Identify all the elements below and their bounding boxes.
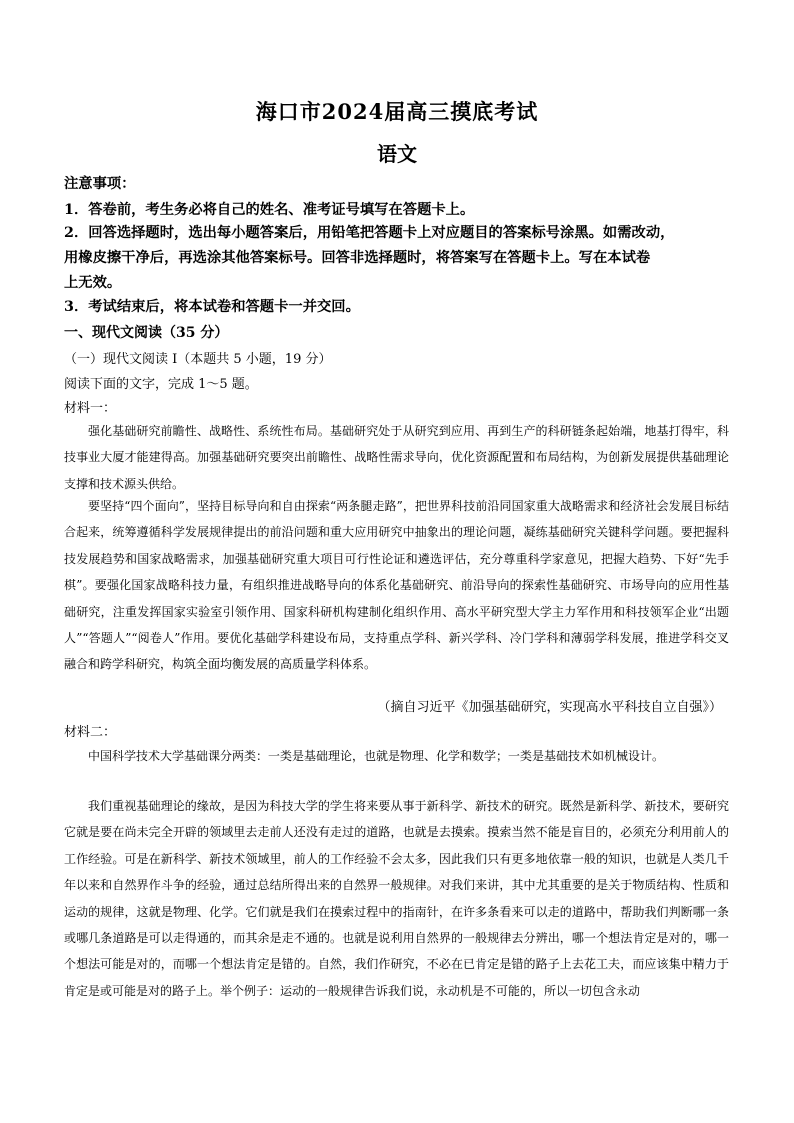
material-2-paragraph-1: 中国科学技术大学基础课分两类：一类是基础理论，也就是物理、化学和数学；一类是基础技术如机械设计。	[88, 749, 665, 763]
notice-item-2-line-3: 上无效。	[64, 275, 122, 291]
material-1-paragraph-2: 要坚持“四个面向”，坚持目标导向和自由探索“两条腿走路”，把世界科技前沿同国家重大战略需求和经济社会发展目标结合起来，统筹遵循科学发展规律提出的前沿问题和重大应用研究中抽象出的理论问题，凝练基础研究关键科学问题。要把握科技发展趋势和国家战略需求，加强基础研究重大项目可行性论证和遴选评估，充分尊重科学家意见，把握大趋势、下好“先手棋”。要强化国家战略科技力量，有组织推进战略导向的体系化基础研究、前沿导向的探索性基础研究、市场导向的应用性基础研究，注重发挥国家实验室引领作用、国家科研机构建制化组织作用、高水平研究型大学主力军作用和科技领军企业“出题人”“答题人”“阅卷人”作用。要优化基础学科建设布局，支持重点学科、新兴学科、冷门学科和薄弱学科发展，推进学科交叉融合和跨学科研究，构筑全面均衡发展的高质量学科体系。	[64, 499, 729, 672]
notice-item-2-line-1: 2．回答选择题时，选出每小题答案后，用铅笔把答题卡上对应题目的答案标号涂黑。如需改动，	[64, 225, 675, 241]
material-1-label: 材料一：	[64, 401, 117, 416]
section-heading: 一、现代文阅读（35 分）	[64, 325, 229, 341]
subsection-heading: （一）现代文阅读 I（本题共 5 小题，19 分）	[64, 352, 332, 367]
notice-heading: 注意事项：	[64, 176, 136, 192]
notice-item-1: 1．答卷前，考生务必将自己的姓名、准考证号填写在答题卡上。	[64, 202, 475, 218]
material-1-paragraph-1: 强化基础研究前瞻性、战略性、系统性布局。基础研究处于从研究到应用、再到生产的科研链条起始端，地基打得牢，科技事业大厦才能建得高。加强基础研究要突出前瞻性、战略性需求导向，优化资源配置和布局结构，为创新发展提供基础理论支撑和技术源头供给。	[64, 424, 729, 491]
reading-instruction: 阅读下面的文字，完成 1～5 题。	[64, 377, 258, 392]
notice-item-3: 3．考试结束后，将本试卷和答题卡一并交回。	[64, 299, 360, 315]
notice-item-2-line-2: 用橡皮擦干净后，再选涂其他答案标号。回答非选择题时，将答案写在答题卡上。写在本试卷	[64, 250, 651, 266]
subject-title: 语文	[377, 142, 417, 166]
material-1-source: （摘自习近平《加强基础研究，实现高水平科技自立自强》）	[377, 700, 722, 715]
exam-title: 海口市2024届高三摸底考试	[255, 99, 539, 124]
material-2-label: 材料二：	[64, 725, 117, 740]
material-2-paragraph-2: 我们重视基础理论的缘故，是因为科技大学的学生将来要从事于新科学、新技术的研究。既然是新科学、新技术，要研究它就是要在尚未完全开辟的领域里去走前人还没有走过的道路，也就是去摸索。摸索当然不能是盲目的，必须充分利用前人的工作经验。可是在新科学、新技术领域里，前人的工作经验不会太多，因此我们只有更多地依靠一般的知识，也就是人类几千年以来和自然界作斗争的经验，通过总结所得出来的自然界一般规律。对我们来讲，其中尤其重要的是关于物质结构、性质和运动的规律，这就是物理、化学。它们就是我们在摸索过程中的指南针，在许多条看来可以走的道路中，帮助我们判断哪一条或哪几条道路是可以走得通的，而其余是走不通的。也就是说利用自然界的一般规律去分辨出，哪一个想法肯定是对的，哪一个想法可能是对的，而哪一个想法肯定是错的。自然，我们作研究，不必在已肯定是错的路子上去花工夫，而应该集中精力于肯定是或可能是对的路子上。举个例子：运动的一般规律告诉我们说，永动机是不可能的，所以一切包含永动	[64, 799, 729, 998]
